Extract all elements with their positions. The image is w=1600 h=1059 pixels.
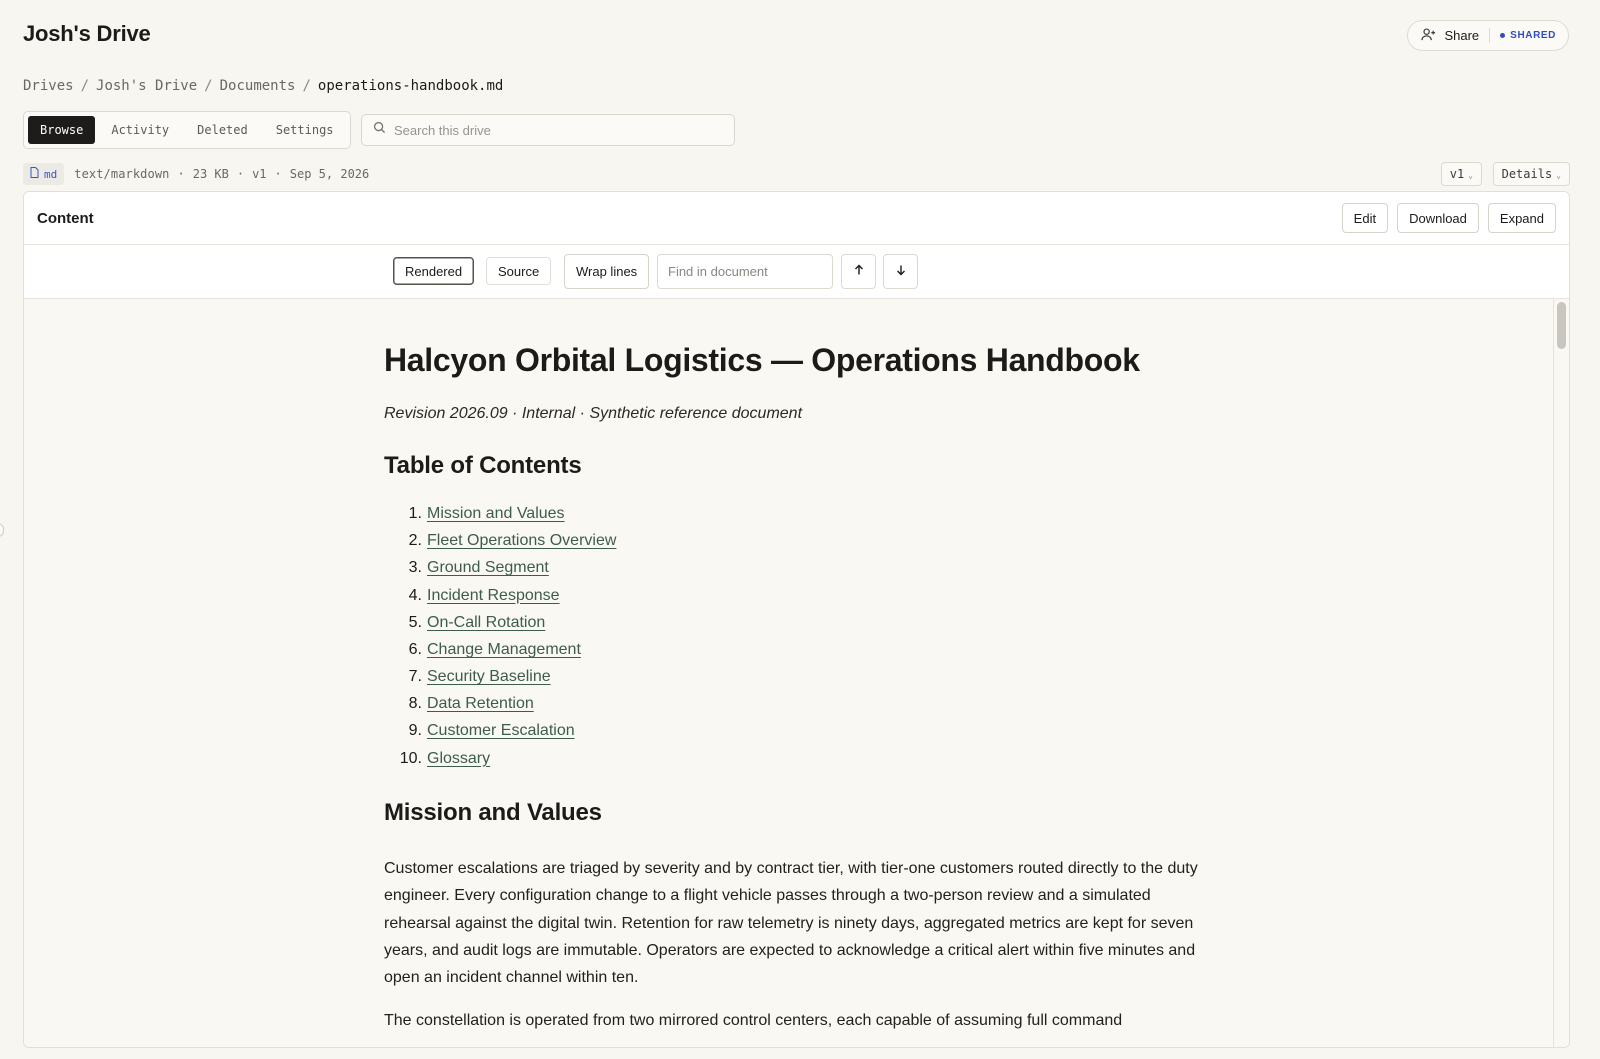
toc-link-change-management[interactable]: Change Management (427, 640, 581, 658)
toc-number: 3. (408, 559, 422, 577)
breadcrumb-separator: / (80, 78, 90, 94)
chevron-down-icon: ⌄ (1468, 171, 1473, 180)
file-meta (23, 162, 369, 186)
find-in-document-input[interactable] (657, 254, 833, 289)
edit-button[interactable]: Edit (1342, 203, 1388, 233)
rendered-document (384, 341, 1214, 1034)
file-icon (30, 167, 39, 181)
arrow-down-icon (895, 263, 907, 281)
file-version: v1 (252, 167, 267, 181)
document-toolbar (24, 245, 1569, 299)
toc-item (384, 555, 1214, 582)
toc-item (384, 745, 1214, 772)
vertical-scrollbar[interactable] (1553, 299, 1569, 1048)
file-date: Sep 5, 2026 (289, 167, 370, 181)
scrollbar-thumb[interactable] (1557, 302, 1566, 349)
table-of-contents (384, 500, 1214, 772)
toc-number: 10. (399, 749, 422, 767)
details-label: Details (1501, 167, 1553, 181)
toc-number: 8. (408, 695, 422, 713)
toc-link-incident-response[interactable]: Incident Response (427, 586, 560, 604)
drive-title: Josh's Drive (23, 21, 151, 46)
content-actions (1342, 203, 1556, 233)
sidebar-toggle-handle[interactable] (0, 523, 4, 537)
toc-item (384, 718, 1214, 745)
share-button[interactable] (1407, 20, 1569, 51)
toc-number: 5. (408, 613, 422, 631)
toc-number: 2. (408, 532, 422, 550)
file-extension: md (44, 167, 58, 181)
download-button[interactable]: Download (1397, 203, 1479, 233)
tab-settings[interactable]: Settings (275, 123, 334, 137)
toc-link-customer-escalation[interactable]: Customer Escalation (427, 722, 575, 740)
share-label: Share (1444, 28, 1480, 43)
toc-link-on-call-rotation[interactable]: On-Call Rotation (427, 613, 546, 631)
chevron-down-icon: ⌄ (1556, 171, 1561, 180)
section-heading: Mission and Values (384, 799, 602, 827)
meta-separator: · (236, 167, 245, 181)
toc-item (384, 609, 1214, 636)
content-panel (23, 191, 1570, 1048)
toc-item (384, 691, 1214, 718)
toc-link-ground-segment[interactable]: Ground Segment (427, 559, 549, 577)
content-panel-header (24, 192, 1569, 245)
version-select-label: v1 (1449, 167, 1465, 181)
search-input[interactable] (394, 123, 714, 138)
add-person-icon (1421, 27, 1436, 45)
search-box (361, 114, 735, 146)
paragraph: The constellation is operated from two mirrored control centers, each capable of assuming full command (384, 1012, 1123, 1030)
tab-deleted[interactable]: Deleted (197, 123, 248, 137)
toc-item (384, 500, 1214, 527)
breadcrumb (23, 78, 503, 94)
breadcrumb-separator: / (302, 78, 311, 94)
toc-number: 4. (408, 586, 422, 604)
paragraph: Customer escalations are triaged by severity and by contract tier, with tier-one customers routed directly to the duty engineer. Every configuration change to a flight vehicle passes through a two-person review and a simulated rehearsal against the digital twin. Retention for raw telemetry is ninety days, aggregated metrics are kept for seven years, and audit logs are immutable. Operators are expected to acknowledge a critical alert within five minutes and open an incident channel within ten. (384, 860, 1198, 987)
meta-separator: · (274, 167, 282, 181)
toc-link-data-retention[interactable]: Data Retention (427, 695, 534, 713)
search-icon (373, 121, 386, 139)
document-subtitle: Revision 2026.09 · Internal · Synthetic reference document (384, 405, 803, 423)
breadcrumb-joshs-drive[interactable]: Josh's Drive (96, 78, 198, 94)
toc-number: 9. (408, 722, 422, 740)
toc-link-mission-and-values[interactable]: Mission and Values (427, 504, 565, 522)
file-type-badge (23, 163, 64, 185)
toc-number: 1. (408, 504, 422, 522)
toc-number: 6. (408, 640, 422, 658)
find-previous-button[interactable] (841, 254, 876, 289)
details-button[interactable] (1493, 162, 1570, 186)
document-viewport (24, 299, 1569, 1048)
toc-item (384, 636, 1214, 663)
file-mime: text/markdown (74, 167, 170, 181)
content-panel-title: Content (37, 209, 94, 227)
arrow-up-icon (853, 263, 865, 281)
shared-badge-label: SHARED (1510, 30, 1556, 41)
toc-link-fleet-operations-overview[interactable]: Fleet Operations Overview (427, 532, 617, 550)
divider (1489, 28, 1490, 43)
toc-link-security-baseline[interactable]: Security Baseline (427, 668, 551, 686)
breadcrumb-drives[interactable]: Drives (23, 78, 74, 94)
expand-button[interactable]: Expand (1488, 203, 1556, 233)
version-select[interactable] (1441, 162, 1482, 186)
toc-heading: Table of Contents (384, 452, 582, 480)
wrap-lines-toggle[interactable]: Wrap lines (564, 254, 649, 289)
document-title: Halcyon Orbital Logistics — Operations Handbook (384, 342, 1140, 378)
status-dot-icon (1500, 33, 1505, 38)
tab-activity[interactable]: Activity (111, 123, 170, 137)
shared-status-badge (1500, 30, 1556, 41)
toc-item (384, 664, 1214, 691)
find-next-button[interactable] (883, 254, 918, 289)
rendered-view-button[interactable]: Rendered (393, 257, 474, 285)
meta-separator: · (177, 167, 185, 181)
tab-browse[interactable]: Browse (28, 116, 95, 144)
breadcrumb-separator: / (204, 78, 213, 94)
drive-tabs (23, 111, 351, 149)
source-view-button[interactable]: Source (486, 257, 551, 285)
breadcrumb-documents[interactable]: Documents (219, 78, 296, 94)
breadcrumb-current-file: operations-handbook.md (317, 78, 504, 94)
toc-item (384, 582, 1214, 609)
toc-item (384, 528, 1214, 555)
file-size: 23 KB (192, 167, 229, 181)
toc-number: 7. (408, 668, 422, 686)
toc-link-glossary[interactable]: Glossary (427, 749, 491, 767)
